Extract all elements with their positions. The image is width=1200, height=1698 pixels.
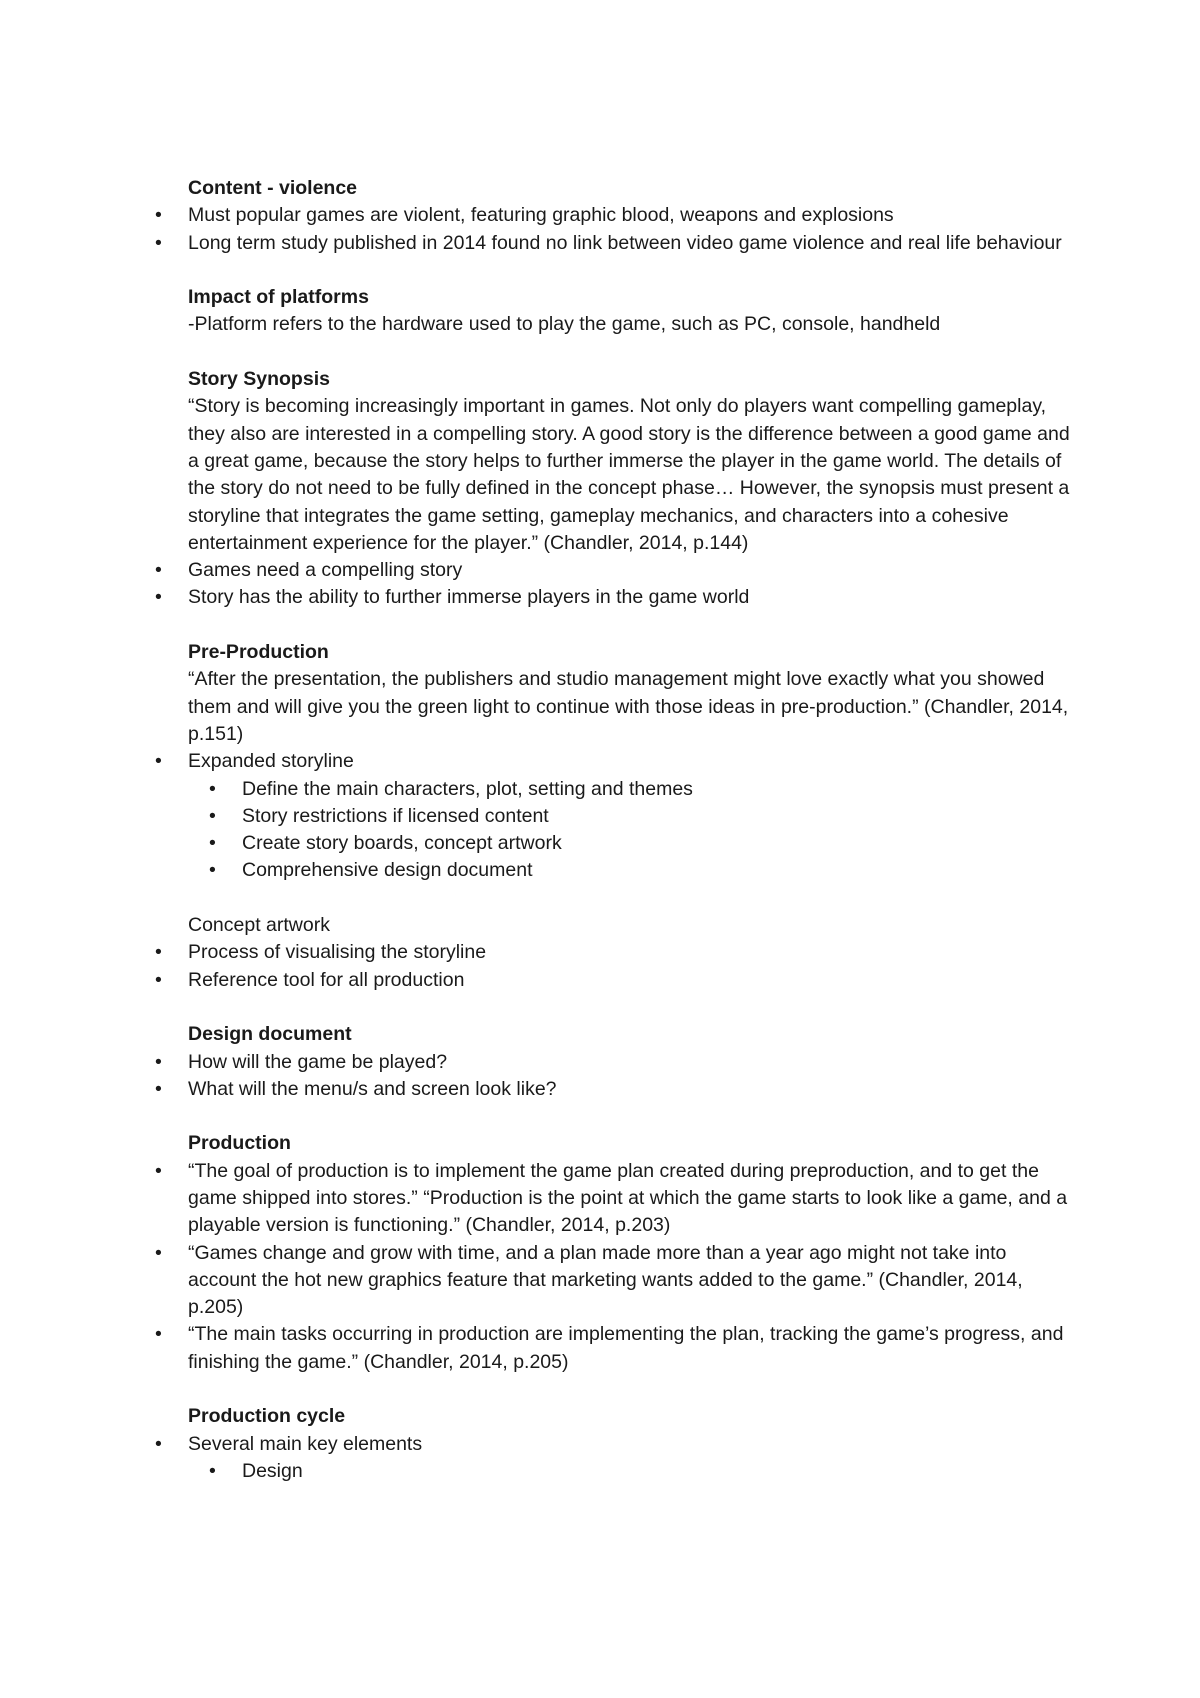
bullet-item: • Process of visualising the storyline: [188, 939, 1078, 966]
section-impact-of-platforms: [188, 284, 1078, 339]
section-heading: Content - violence: [188, 177, 358, 199]
bullet-item: • Must popular games are violent, featuring graphic blood, weapons and explosions: [188, 202, 1078, 229]
bullet-item: • What will the menu/s and screen look like?: [188, 1076, 1078, 1103]
bullet-item: • Story has the ability to further immerse players in the game world: [188, 584, 1078, 611]
section-heading: Design document: [188, 1023, 352, 1046]
bullet-item: • How will the game be played?: [188, 1049, 1078, 1076]
section-heading: Concept artwork: [188, 914, 330, 937]
bullet-item: • Long term study published in 2014 found no link between video game violence and real life behaviour: [188, 230, 1078, 257]
sub-bullet-item: • Define the main characters, plot, setting and themes: [242, 776, 1078, 803]
section-production: [188, 1130, 1078, 1376]
section-heading: Production: [188, 1132, 291, 1155]
section-heading: Impact of platforms: [188, 286, 369, 309]
section-concept-artwork: [188, 912, 1078, 994]
paragraph: -Platform refers to the hardware used to play the game, such as PC, console, handheld: [188, 313, 941, 336]
section-heading: Pre-Production: [188, 641, 329, 664]
bullet-item: • “The main tasks occurring in production are implementing the plan, tracking the game’s progress, and finishing the game.” (Chandler, 2014, p.205): [188, 1321, 1078, 1376]
bullet-item: • “Games change and grow with time, and a plan made more than a year ago might not take into account the hot new graphics feature that marketing wants added to the game.” (Chandler, 2014, p.205): [188, 1240, 1078, 1322]
quote-paragraph: “Story is becoming increasingly important in games. Not only do players want compelling gameplay, they also are interested in a compelling story. A good story is the difference between a good game and a great game, because the story helps to further immerse the player in the game world. The details of the story do not need to be fully defined in the concept phase… However, the synopsis must present a storyline that integrates the game setting, gameplay mechanics, and characters into a cohesive entertainment experience for the player.” (Chandler, 2014, p.144): [188, 395, 1070, 554]
bullet-item: • Reference tool for all production: [188, 967, 1078, 994]
sub-bullet-item: • Story restrictions if licensed content: [242, 803, 1078, 830]
document-body: [188, 175, 1078, 1513]
section-design-document: [188, 1021, 1078, 1103]
bullet-item: • Expanded storyline: [188, 748, 1078, 775]
sub-bullet-item: • Design: [242, 1458, 1078, 1485]
sub-bullet-item: • Create story boards, concept artwork: [242, 830, 1078, 857]
section-heading: Story Synopsis: [188, 368, 330, 391]
bullet-item: • Games need a compelling story: [188, 557, 1078, 584]
section-production-cycle: [188, 1403, 1078, 1485]
section-content-violence: [188, 175, 1078, 257]
quote-paragraph: “After the presentation, the publishers and studio management might love exactly what you showed them and will give you the green light to continue with those ideas in pre-production.” (Chandler, 2014, p.151): [188, 668, 1069, 745]
sub-bullet-item: • Comprehensive design document: [242, 857, 1078, 884]
section-story-synopsis: [188, 366, 1078, 612]
bullet-item: • Several main key elements: [188, 1431, 1078, 1458]
section-pre-production: [188, 639, 1078, 885]
bullet-item: • “The goal of production is to implement the game plan created during preproduction, and to get the game shipped into stores.” “Production is the point at which the game starts to look like a game, and a playable version is functioning.” (Chandler, 2014, p.203): [188, 1158, 1078, 1240]
section-heading: Production cycle: [188, 1405, 346, 1428]
